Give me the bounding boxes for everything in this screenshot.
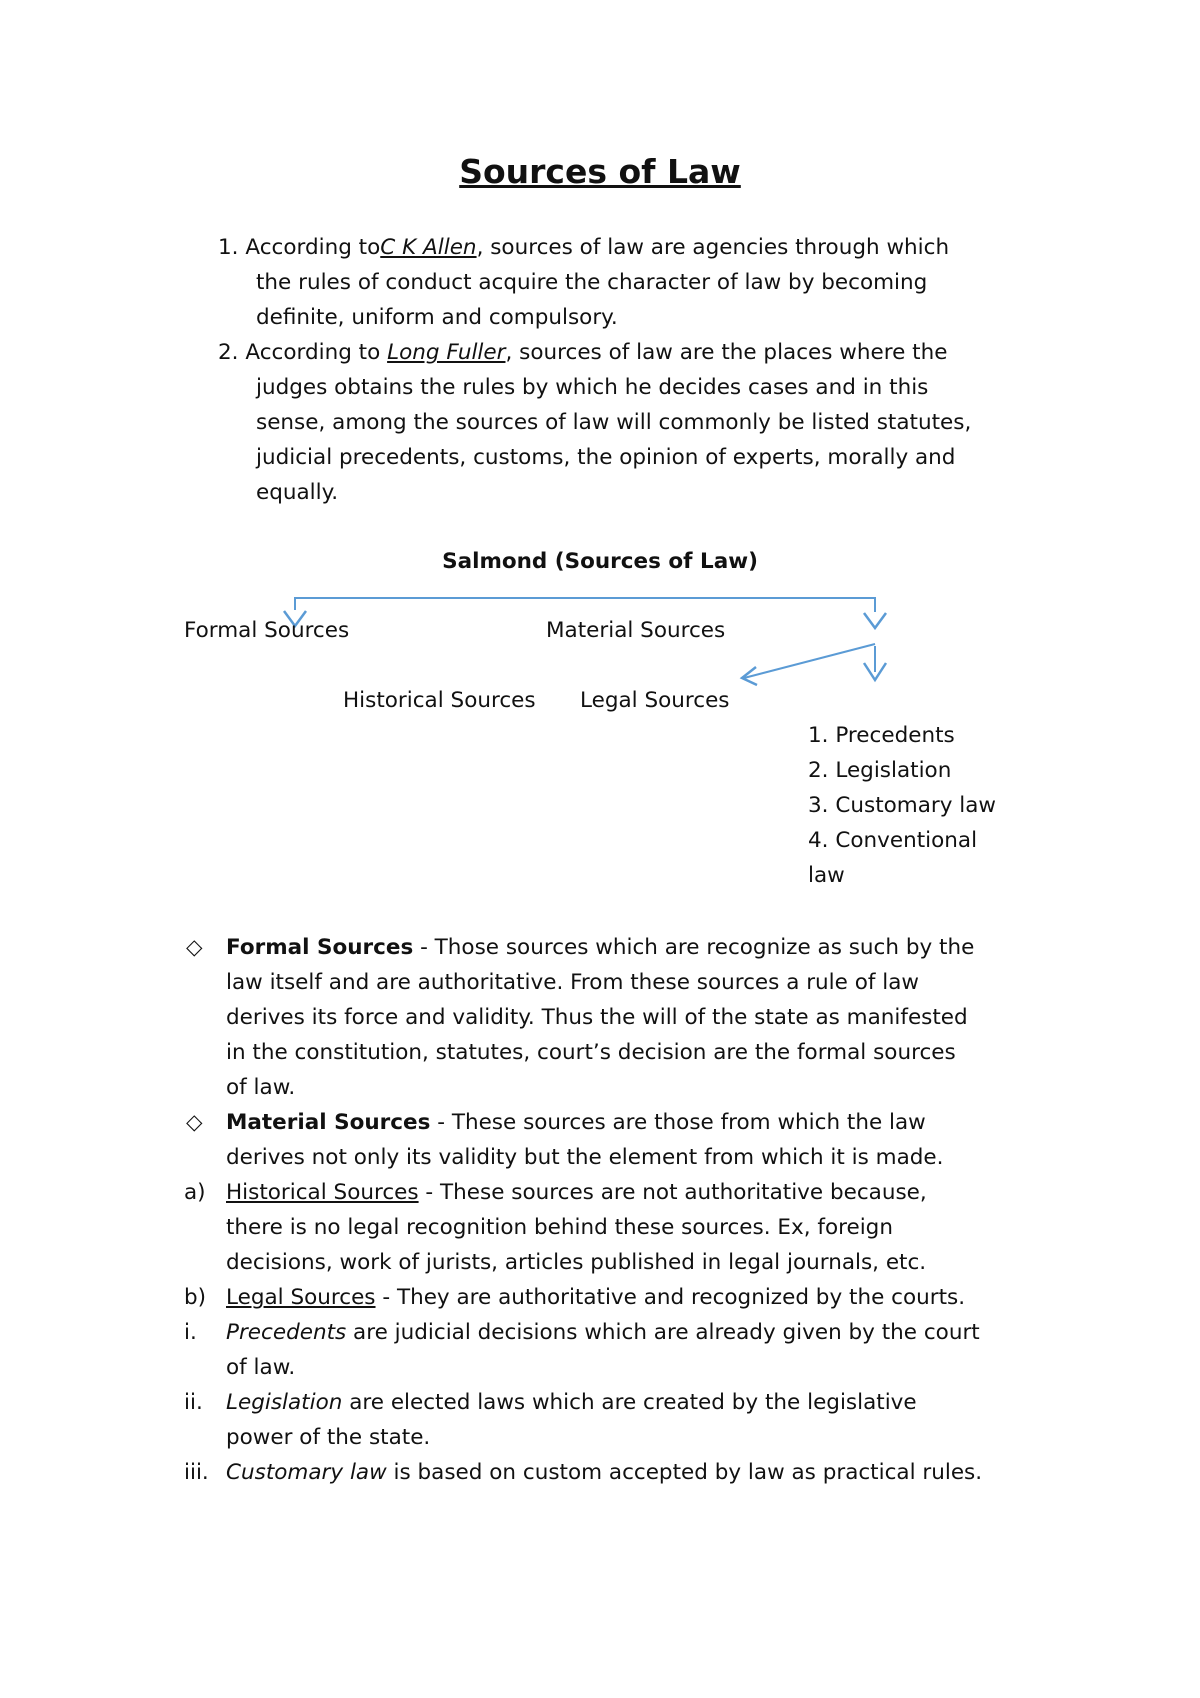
- formal-sources-line-1: [226, 930, 974, 965]
- customary-law-text: is based on custom accepted by law as practical rules.: [386, 1460, 983, 1485]
- formal-sources-term: Formal Sources: [226, 935, 414, 960]
- definition-2-line-2: judges obtains the rules by which he decides cases and in this: [256, 375, 929, 400]
- definition-1-text: , sources of law are agencies through which: [476, 235, 950, 260]
- connector-line: [295, 598, 875, 612]
- material-sources-node: Material Sources: [546, 618, 726, 643]
- legal-list-item: 1. Precedents: [808, 723, 955, 748]
- diamond-bullet-icon: ◇: [186, 935, 203, 960]
- legislation-line-1: [226, 1385, 917, 1420]
- historical-sources-line-3: decisions, work of jurists, articles published in legal journals, etc.: [226, 1250, 927, 1275]
- historical-arrow-line: [744, 644, 875, 678]
- definition-2-line-4: judicial precedents, customs, the opinion of experts, morally and: [256, 445, 956, 470]
- legal-list-item: 4. Conventional: [808, 828, 978, 853]
- definition-2-line-3: sense, among the sources of law will commonly be listed statutes,: [256, 410, 972, 435]
- precedents-text: are judicial decisions which are already given by the court: [346, 1320, 980, 1345]
- formal-sources-line-4: in the constitution, statutes, court’s decision are the formal sources: [226, 1040, 956, 1065]
- customary-law-line-1: [226, 1455, 982, 1490]
- legal-sources-node: Legal Sources: [580, 688, 730, 713]
- legislation-term: Legislation: [226, 1390, 343, 1415]
- formal-sources-line-5: of law.: [226, 1075, 296, 1100]
- legal-list-item: law: [808, 863, 845, 888]
- legal-sources-term: Legal Sources: [226, 1285, 376, 1310]
- formal-sources-node: Formal Sources: [184, 618, 350, 643]
- legislation-line-2: power of the state.: [226, 1425, 431, 1450]
- formal-sources-text: - Those sources which are recognize as such by the: [413, 935, 975, 960]
- list-marker-a: a): [184, 1180, 206, 1205]
- legal-sources-text: - They are authoritative and recognized by the courts.: [375, 1285, 966, 1310]
- diagram-title: Salmond (Sources of Law): [442, 549, 758, 574]
- formal-sources-line-3: derives its force and validity. Thus the will of the state as manifested: [226, 1005, 968, 1030]
- material-sources-term: Material Sources: [226, 1110, 431, 1135]
- diamond-bullet-icon: ◇: [186, 1110, 203, 1135]
- author-long-fuller: Long Fuller: [387, 340, 506, 365]
- historical-sources-node: Historical Sources: [343, 688, 536, 713]
- list-marker-iii: iii.: [184, 1460, 209, 1485]
- formal-sources-line-2: law itself and are authoritative. From these sources a rule of law: [226, 970, 919, 995]
- page-title: Sources of Law: [459, 152, 741, 191]
- definition-2-lead: According to: [245, 340, 388, 365]
- legislation-text: are elected laws which are created by the legislative: [342, 1390, 917, 1415]
- material-sources-text: - These sources are those from which the law: [430, 1110, 926, 1135]
- precedents-line-1: [226, 1315, 980, 1350]
- list-marker-i: i.: [184, 1320, 197, 1345]
- list-marker-ii: ii.: [184, 1390, 203, 1415]
- definition-2-line-5: equally.: [256, 480, 339, 505]
- list-marker-b: b): [184, 1285, 207, 1310]
- legal-list-item: 2. Legislation: [808, 758, 952, 783]
- material-arrow-head: [864, 613, 886, 628]
- definition-2-number: 2.: [218, 340, 239, 365]
- material-sources-line-1: [226, 1105, 926, 1140]
- historical-sources-text: - These sources are not authoritative because,: [418, 1180, 927, 1205]
- definition-1-lead: According to: [245, 235, 381, 260]
- definition-1-line-2: the rules of conduct acquire the character of law by becoming: [256, 270, 928, 295]
- material-sources-line-2: derives not only its validity but the element from which it is made.: [226, 1145, 944, 1170]
- author-c-k-allen: C K Allen: [380, 235, 477, 260]
- definition-2-text: , sources of law are the places where the: [505, 340, 948, 365]
- precedents-term: Precedents: [226, 1320, 347, 1345]
- definition-1-line-3: definite, uniform and compulsory.: [256, 305, 618, 330]
- historical-sources-line-2: there is no legal recognition behind these sources. Ex, foreign: [226, 1215, 893, 1240]
- legal-list-item: 3. Customary law: [808, 793, 997, 818]
- definition-1-number: 1.: [218, 235, 239, 260]
- precedents-line-2: of law.: [226, 1355, 296, 1380]
- legal-sources-line-1: [226, 1280, 965, 1315]
- customary-law-term: Customary law: [226, 1460, 387, 1485]
- historical-sources-term: Historical Sources: [226, 1180, 419, 1205]
- historical-sources-line-1: [226, 1175, 927, 1210]
